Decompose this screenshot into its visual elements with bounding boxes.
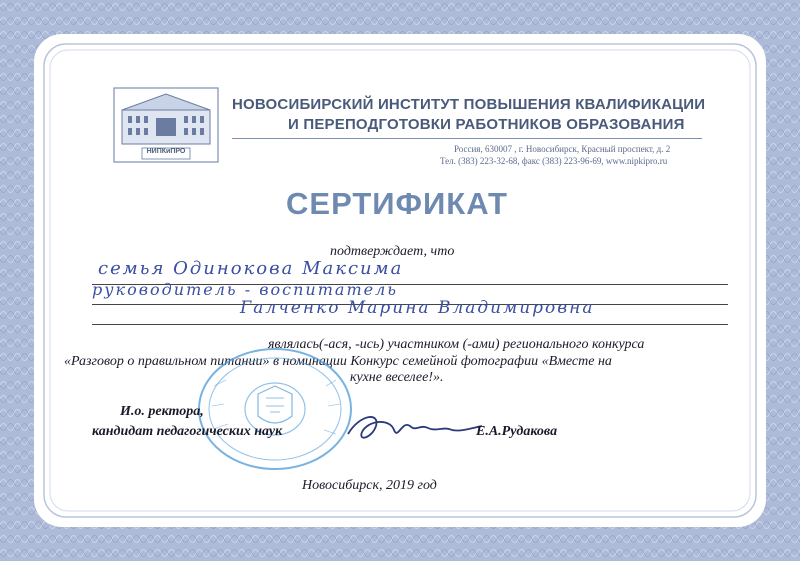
logo-text: НИПКиПРО [146,148,186,155]
contest-line2: кухне веселее!». [350,370,444,385]
institute-contacts: Тел. (383) 223-32-68, факс (383) 223-96-69, www.nipkipro.ru [440,156,668,166]
signatory-name: Е.А.Рудакова [476,424,558,439]
official-stamp [196,346,354,472]
certificate-title: СЕРТИФИКАТ [286,186,508,221]
institute-name-line2: И ПЕРЕПОДГОТОВКИ РАБОТНИКОВ ОБРАЗОВАНИЯ [288,116,685,133]
signatory-degree: кандидат педагогических наук [92,424,283,439]
place-year: Новосибирск, 2019 год [302,478,437,493]
institute-name-line1: НОВОСИБИРСКИЙ ИНСТИТУТ ПОВЫШЕНИЯ КВАЛИФИКАЦИИ [232,96,706,113]
participation-text: являлась(-ася, -ись) участником (-ами) регионального конкурса [268,337,645,352]
handwritten-role: руководитель - воспитатель [92,280,398,299]
fill-line-3 [92,324,728,325]
handwritten-name: Галченко Марина Владимировна [240,298,595,318]
confirms-text: подтверждает, что [330,244,455,259]
signatory-position: И.о. ректора, [120,404,204,419]
header-divider [232,138,702,139]
handwritten-family: семья Одинокова Максима [98,258,404,279]
contest-line1: «Разговор о правильном питании» в номинации Конкурс семейной фотографии «Вместе на [64,354,612,369]
institute-address: Россия, 630007 , г. Новосибирск, Красный проспект, д. 2 [454,144,671,154]
signature [340,404,490,450]
